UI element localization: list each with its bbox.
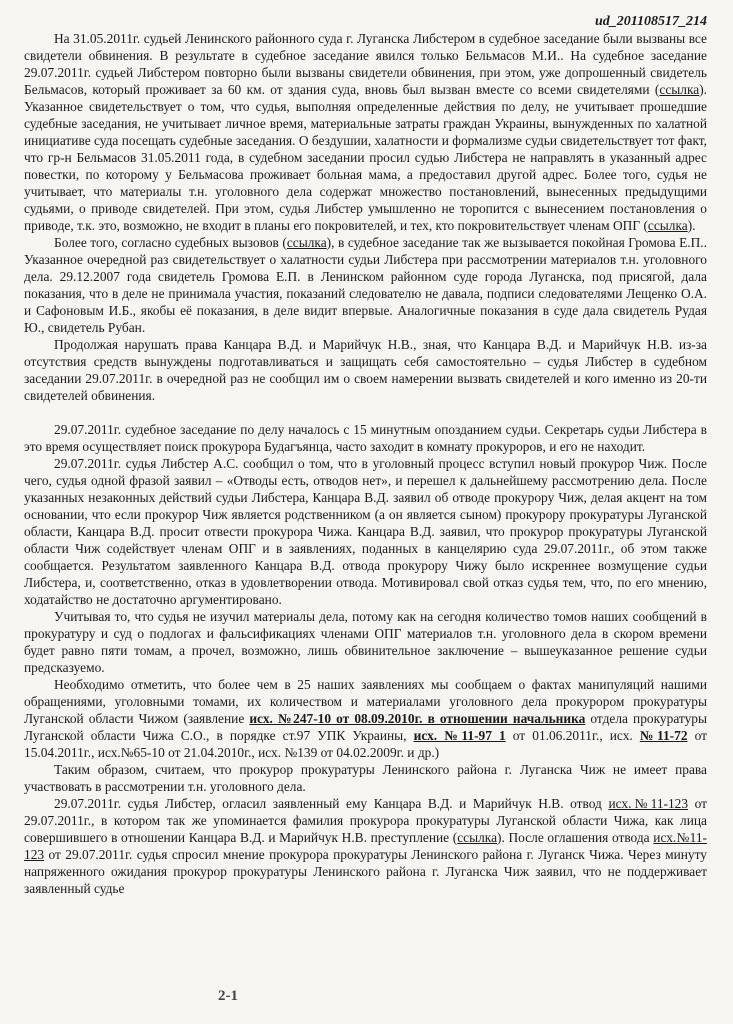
paragraph	[24, 421, 707, 455]
document-id: ud_201108517_214	[594, 14, 707, 29]
document-reference: исх.№11-123	[24, 830, 707, 862]
link-reference[interactable]: ссылка	[647, 218, 688, 233]
text-run: ).	[687, 218, 696, 233]
document-reference: исх. №11-97 1	[413, 728, 506, 743]
page-mark: 2-1	[218, 988, 238, 1004]
text-run: от 29.07.2011г., в котором так же упоминается фамилия прокурора прокуратуры Луганской области Чижа, как лица совершившего в отношении Канцара В.Д. и Марийчук Н.В. преступление (	[24, 796, 707, 845]
text-run: Продолжая нарушать права Канцара В.Д. и Марийчук Н.В., зная, что Канцара В.Д. и Марийчук Н.В. из-за отсутствия средств вынуждены подготавливаться и защищать себя самостоятельно – судья Либстер в судебном заседании 29.07.2011г. в очередной раз не сообщил им о своем намерении вызвать свидетелей и кого именно из 20-ти свидетелей обвинения.	[24, 337, 707, 403]
paragraph	[24, 676, 707, 761]
document-reference: исх. №247-10 от 08.09.2010г. в отношении начальника	[249, 711, 586, 726]
document-body	[24, 30, 707, 897]
text-run: ). Указанное свидетельствует о том, что судья, выполняя определенные действия по делу, не учитывает прошедшие судебные заседания, не учитывает личное время, материальные затраты граждан Украины, вынужденных по халатной инициативе суда посещать судебные заседания. О бездушии, халатности и формализме судьи свидетельствует тот факт, что гр-н Бельмасов 31.05.2011 года, в судебном заседании просил судью Либстера не направлять в указанный адрес повестки, по которому у Бельмасова проживает больная мама, а предоставил другой адрес. Более того, судья не учитывает, что материалы т.н. уголовного дела содержат множество постановлений, вынесенных предыдущими судьями, о приводе свидетелей. При этом, судья Либстер умышленно не торопится с вынесением постановления о приводе, т.к. это, возможно, не входит в планы его покровителей, и тех, кто покровительствует членам ОПГ (	[24, 82, 707, 233]
document-reference: №11-72	[639, 728, 688, 743]
link-reference[interactable]: ссылка	[659, 82, 700, 97]
text-run: Таким образом, считаем, что прокурор прокуратуры Ленинского района г. Луганска Чиж не имеет права участвовать в рассмотрении т.н. уголовного дела.	[24, 762, 707, 794]
document-reference: исх.№11-123	[608, 796, 689, 811]
paragraph	[24, 30, 707, 234]
text-run: отдела прокуратуры Луганской области Чижа С.О., в порядке ст.97 УПК Украины,	[24, 711, 707, 743]
link-reference[interactable]: ссылка	[457, 830, 498, 845]
link-reference[interactable]: ссылка	[286, 235, 327, 250]
text-run: Учитывая то, что судья не изучил материалы дела, потому как на сегодня количество томов наших сообщений в прокуратуру и суд о подлогах и фальсификациях членами ОПГ материалов т.н. уголовного дела в скором времени будет равно пяти томам, а прочел, возможно, лишь обвинительное заключение – вышеуказанное решение судьи предсказуемо.	[24, 609, 707, 675]
text-run: от 01.06.2011г., исх.	[505, 728, 640, 743]
paragraph	[24, 761, 707, 795]
paragraph	[24, 795, 707, 897]
paragraph	[24, 608, 707, 676]
text-run: 29.07.2011г. судья Либстер, огласил заявленный ему Канцара В.Д. и Марийчук Н.В. отвод	[54, 796, 609, 811]
text-run: 29.07.2011г. судья Либстер А.С. сообщил о том, что в уголовный процесс вступил новый прокурор Чиж. После чего, судья одной фразой заявил – «Отводы есть, отводов нет», и перешел к дальнейшему рассмотрению дела. После указанных незаконных действий судьи Либстера, Канцара В.Д. заявил об отводе прокурору Чиж, делая акцент на том основании, что если прокурор Чиж является родственником (а он является сыном) прокурору прокуратуры Луганской области, Канцара В.Д. просит отвести прокурора Чижа. Канцара В.Д. заявил, что прокурор прокуратуры Луганской области Чиж содействует членам ОПГ и в заявлениях, поданных в канцелярию суда 29.07.2011г., об этом также сообщается. Результатом заявленного Канцара В.Д. отвода прокурору Чижу было искреннее возмущение судьи Либстера, и, соответственно, отказ в удовлетворении отвода. Мотивировал свой отказ судья тем, что, по его мнению, ходатайство не достаточно аргументировано.	[24, 456, 707, 607]
text-run: На 31.05.2011г. судьей Ленинского районного суда г. Луганска Либстером в судебное заседание были вызваны все свидетели обвинения. В результате в судебное заседание явился только Бельмасов М.И.. На судебное заседание 29.07.2011г. судьей Либстером повторно были вызваны свидетели обвинения, при этом, уже допрошенный свидетель Бельмасов, который проживает за 60 км. от здания суда, вновь был вызван вместе со всеми свидетелями (	[24, 31, 707, 97]
text-run: ). После оглашения отвода	[497, 830, 654, 845]
text-run: ), в судебное заседание так же вызывается покойная Громова Е.П.. Указанное очередной раз свидетельствует о халатности судьи Либстера при рассмотрении материалов т.н. уголовного дела. 29.12.2007 года свидетель Громова Е.П. в Ленинском районном суде города Луганска, под присягой, дала показания, что в деле не принимала участия, показаний следователю не давала, подписи следователями Лещенко О.А. и Сафоновым И.Б., якобы её показания, в деле видит впервые. Аналогичные показания в суде дала свидетель Рудая Ю., свидетель Рубан.	[24, 235, 708, 335]
text-run: Более того, согласно судебных вызовов (	[54, 235, 287, 250]
text-run: от 29.07.2011г. судья спросил мнение прокурора прокуратуры Ленинского района г. Луганск Чижа. Через минуту напряженного ожидания прокурор прокуратуры Ленинского района г. Луганска Чиж заявил, что не поддерживает заявленный судье	[24, 847, 707, 896]
text-run: Необходимо отметить, что более чем в 25 наших заявлениях мы сообщаем о фактах манипуляций нашими обращениями, уголовными томами, их количеством и материалами уголовного дела прокурором прокуратуры Луганской области Чижом (заявление	[24, 677, 707, 726]
paragraph	[24, 455, 707, 608]
text-run: 29.07.2011г. судебное заседание по делу началось с 15 минутным опозданием судьи. Секретарь судьи Либстера в это время осуществляет поиск прокурора Будагъянца, часто заходит в комнату прокуроров, и его не находит.	[24, 422, 707, 454]
paragraph	[24, 336, 707, 404]
paragraph	[24, 234, 707, 336]
text-run: от 15.04.2011г., исх.№65-10 от 21.04.2010г., исх. №139 от 04.02.2009г. и др.)	[24, 728, 707, 760]
